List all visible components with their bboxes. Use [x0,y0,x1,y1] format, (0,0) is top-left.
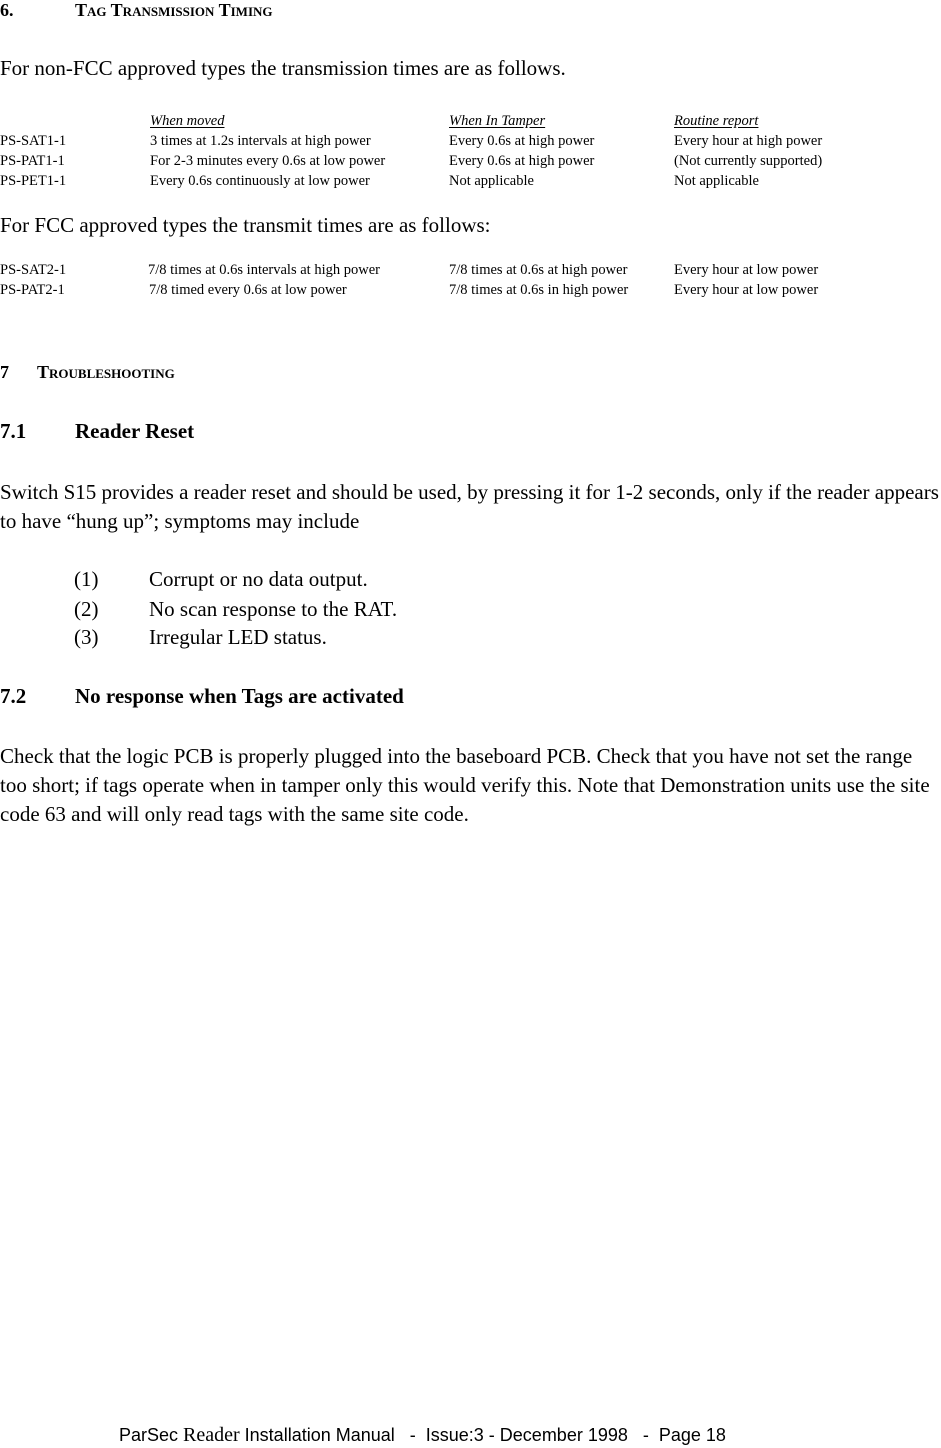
footer-brand: ParSec [119,1425,184,1445]
section-number: 7.1 [0,419,27,443]
section-number: 7.2 [0,684,27,708]
table-cell-routine: Every hour at low power [674,262,819,278]
page-footer [119,1424,726,1447]
section-title: Troubleshooting [37,362,175,382]
list-item-number: (2) [74,597,99,621]
table-cell-type: PS-SAT1-1 [0,133,67,149]
section-7-2-heading [0,684,404,709]
table-cell-type: PS-PAT1-1 [0,153,65,169]
table-cell-tamper: 7/8 times at 0.6s at high power [449,262,628,278]
table-cell-tamper: Not applicable [449,173,534,189]
list-item-number: (3) [74,625,99,649]
table-cell-moved: 7/8 times at 0.6s intervals at high power [148,262,380,278]
table-cell-routine: Not applicable [674,173,759,189]
table-cell-moved: For 2-3 minutes every 0.6s at low power [150,153,386,169]
no-response-paragraph: Check that the logic PCB is properly plugged into the baseboard PCB. Check that you have not set the range too short; if tags operate when in tamper only this would verify this. Note that Demonstration units use the site code 63 and will only read tags with the same site code. [0,744,930,826]
table-cell-moved: Every 0.6s continuously at low power [150,173,370,189]
header-when-moved: When moved [150,113,225,129]
table-cell-type: PS-PAT2-1 [0,282,65,298]
table-cell-routine: Every hour at high power [674,133,823,149]
table-cell-moved: 7/8 timed every 0.6s at low power [149,282,347,298]
table-cell-tamper: 7/8 times at 0.6s in high power [449,282,629,298]
fcc-intro: For FCC approved types the transmit times are as follows: [0,213,491,237]
footer-details: Installation Manual - Issue:3 - December 1998 - Page 18 [239,1425,726,1445]
footer-brand-reader: Reader [183,1424,240,1446]
section-number: 6. [0,0,14,20]
section-7-1-heading [0,419,195,444]
header-when-in-tamper: When In Tamper [449,113,546,129]
list-item: Corrupt or no data output. [149,567,368,591]
list-item: No scan response to the RAT. [149,597,398,621]
section-title: Reader Reset [75,419,195,443]
non-fcc-intro: For non-FCC approved types the transmission times are as follows. [0,56,566,80]
section-title: Tag Transmission Timing [75,0,273,20]
section-title: No response when Tags are activated [75,684,404,708]
table-cell-tamper: Every 0.6s at high power [449,133,595,149]
section-7-heading [0,362,175,383]
table-cell-routine: (Not currently supported) [674,153,823,169]
list-item-number: (1) [74,567,99,591]
section-number: 7 [0,362,9,382]
table-cell-type: PS-SAT2-1 [0,262,67,278]
header-routine-report: Routine report [674,113,759,129]
table-cell-tamper: Every 0.6s at high power [449,153,595,169]
table-cell-routine: Every hour at low power [674,282,819,298]
table-cell-moved: 3 times at 1.2s intervals at high power [150,133,371,149]
list-item: Irregular LED status. [149,625,327,649]
table-cell-type: PS-PET1-1 [0,173,67,189]
reader-reset-paragraph: Switch S15 provides a reader reset and should be used, by pressing it for 1-2 seconds, only if the reader appears to have “hung up”; symptoms may include [0,480,939,533]
